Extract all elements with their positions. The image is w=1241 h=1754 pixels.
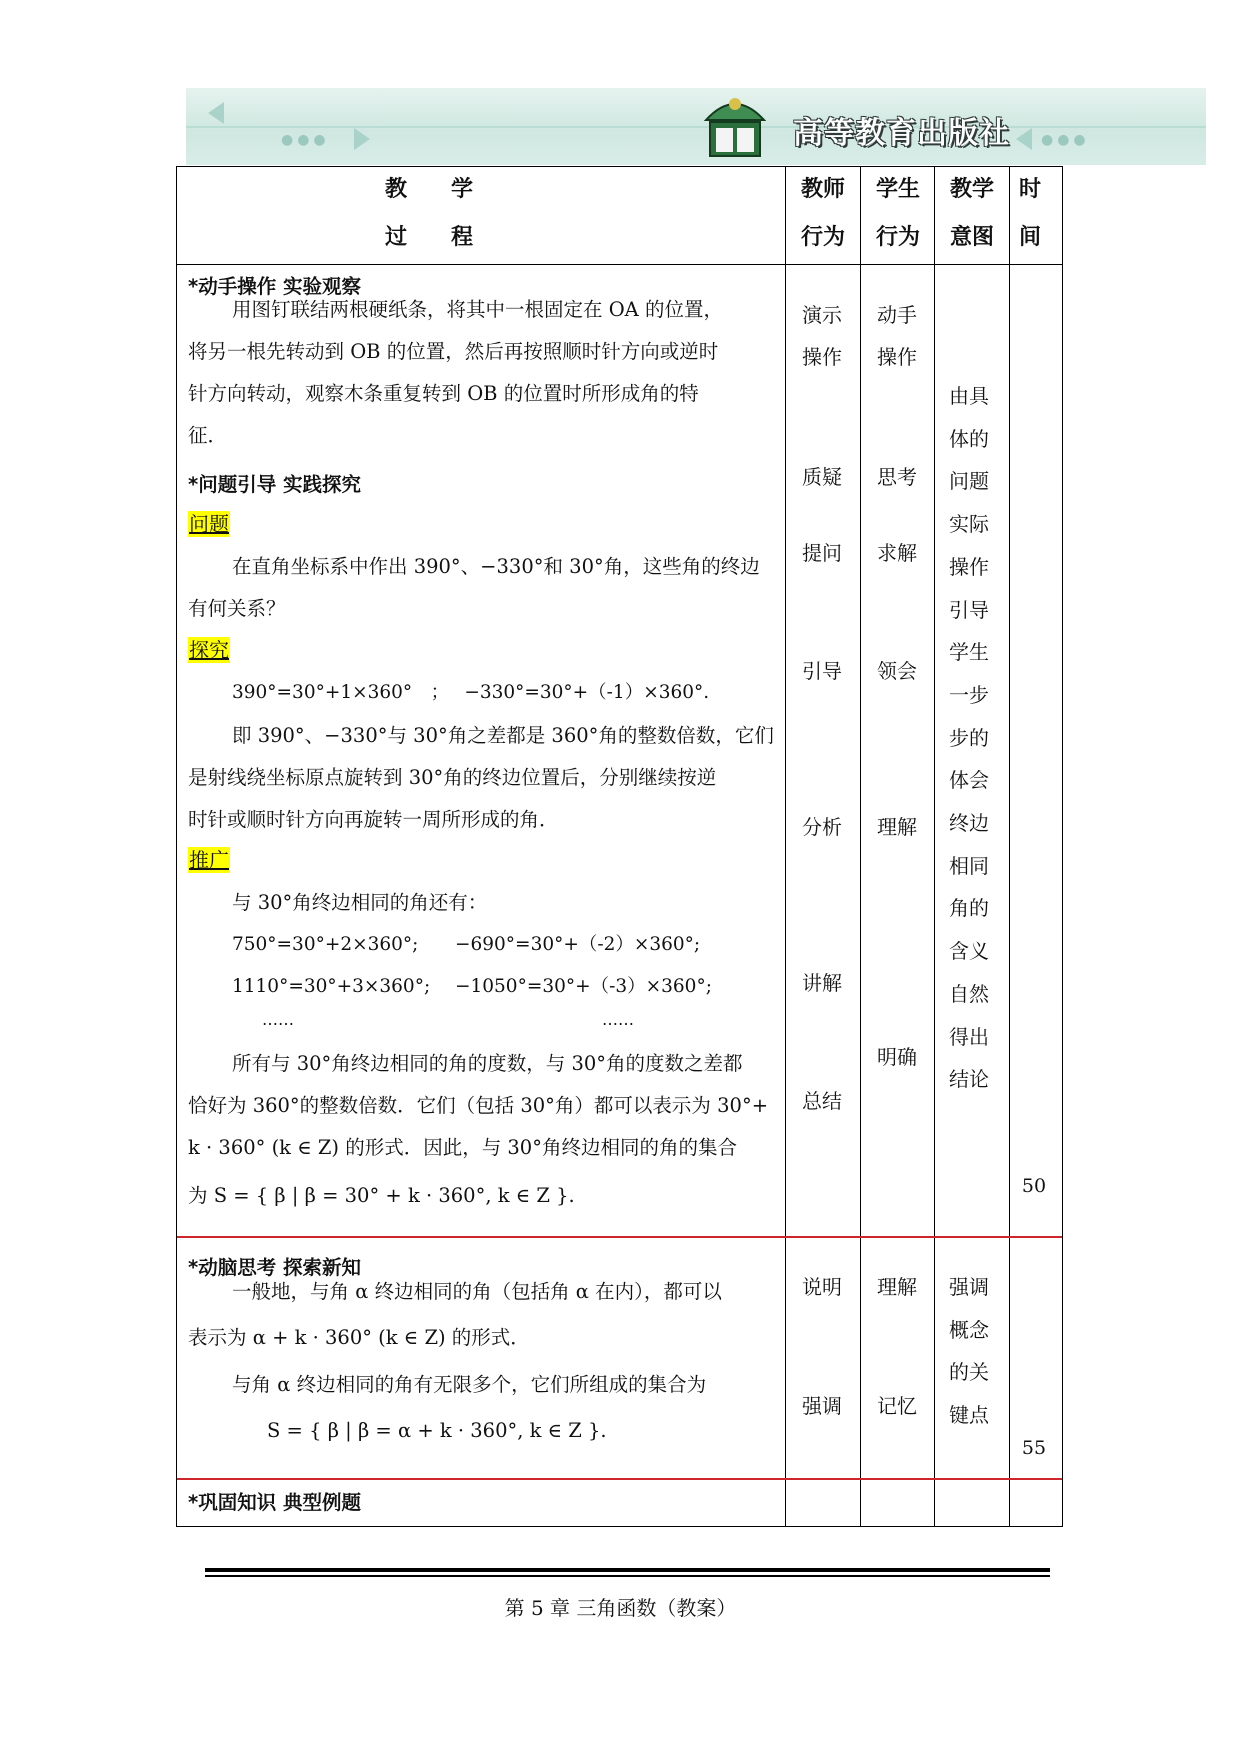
publisher-banner [186, 88, 1206, 165]
equation: 750°=30°+2×360°; [232, 934, 419, 955]
header-process-line1: 教 学 [385, 177, 474, 202]
student-action: 记忆 [877, 1394, 917, 1418]
header-teacher-line1: 教师 [800, 177, 845, 202]
student-action: 理解 [877, 1275, 917, 1299]
header-divider [177, 264, 1062, 265]
row-divider [177, 1478, 1062, 1480]
col-divider [785, 167, 786, 1526]
student-action: 领会 [877, 659, 917, 683]
teacher-action: 说明 [802, 1275, 842, 1299]
paragraph-line: 是射线绕坐标原点旋转到 30°角的终边位置后，分别继续按逆 [188, 766, 717, 789]
paragraph-line: 有何关系？ [188, 597, 286, 620]
paragraph-line: 在直角坐标系中作出 390°、−330°和 30°角，这些角的终边 [232, 555, 760, 578]
header-process-line2: 过 程 [385, 225, 474, 250]
banner-dots-icon: ●●● [281, 132, 330, 148]
tag-problem: 问题 [189, 512, 229, 536]
banner-right-arrow-icon [354, 128, 370, 150]
paragraph-line: 一般地，与角 α 终边相同的角（包括角 α 在内），都可以 [232, 1280, 722, 1303]
footer-rule [205, 1575, 1050, 1577]
teacher-action: 引导 [802, 659, 842, 683]
paragraph-line: 时针或顺时针方向再旋转一周所形成的角． [188, 808, 559, 831]
teacher-action: 讲解 [802, 971, 842, 995]
header-student-line2: 行为 [875, 225, 920, 250]
student-action: 操作 [877, 345, 917, 369]
student-action: 明确 [877, 1045, 917, 1069]
student-action: 动手 [877, 303, 917, 327]
lesson-plan-table [176, 166, 1063, 1527]
page-footer: 第 5 章 三角函数（教案） [504, 1596, 737, 1620]
header-intent-line1: 教学 [949, 177, 994, 202]
header-teacher-line2: 行为 [800, 225, 845, 250]
teacher-action: 提问 [802, 541, 842, 565]
tag-generalize: 推广 [189, 848, 229, 872]
paragraph-line: 即 390°、−330°与 30°角之差都是 360°角的整数倍数，它们 [232, 724, 774, 747]
student-action: 理解 [877, 815, 917, 839]
teacher-action: 总结 [802, 1089, 842, 1113]
col-divider [1009, 167, 1010, 1526]
section-heading-new-knowledge: *动脑思考 探索新知 [188, 1256, 361, 1279]
paragraph-line: 将另一根先转动到 OB 的位置，然后再按照顺时针方向或逆时 [188, 340, 719, 363]
paragraph-line: 与 30°角终边相同的角还有： [232, 891, 488, 914]
paragraph-line: 用图钉联结两根硬纸条，将其中一根固定在 OA 的位置， [232, 298, 723, 321]
equation: 390°=30°+1×360° ； −330°=30°+（-1）×360°. [232, 682, 710, 703]
paragraph-line: 所有与 30°角终边相同的角的度数，与 30°角的度数之差都 [232, 1052, 743, 1075]
section-heading-guided-questions: *问题引导 实践探究 [188, 473, 361, 496]
teaching-intent: 强调概念的关键点 [949, 1275, 989, 1428]
header-time-line1: 时 [1019, 177, 1042, 202]
paragraph-line: 表示为 α + k · 360° (k ∈ Z) 的形式． [188, 1326, 530, 1349]
publisher-name: 高等教育出版社 [793, 116, 1010, 151]
paragraph-line: 与角 α 终边相同的角有无限多个，它们所组成的集合为 [232, 1373, 707, 1396]
set-formula: 为 S = { β | β = 30° + k · 360°, k ∈ Z }. [188, 1184, 575, 1207]
teacher-action: 操作 [802, 345, 842, 369]
col-divider [934, 167, 935, 1526]
header-time-line2: 间 [1019, 225, 1042, 250]
equation: −690°=30°+（-2）×360°; [455, 934, 701, 955]
col-divider [860, 167, 861, 1526]
paragraph-line: k · 360° (k ∈ Z) 的形式．因此，与 30°角终边相同的角的集合 [188, 1136, 737, 1159]
teacher-action: 强调 [802, 1394, 842, 1418]
teacher-action: 质疑 [802, 465, 842, 489]
tag-explore: 探究 [189, 638, 229, 662]
set-formula: S = { β | β = α + k · 360°, k ∈ Z }. [267, 1419, 607, 1442]
paragraph-line: 针方向转动，观察木条重复转到 OB 的位置时所形成角的特 [188, 382, 699, 405]
section-heading-examples: *巩固知识 典型例题 [188, 1491, 361, 1514]
student-action: 求解 [877, 541, 917, 565]
ellipsis: …… [262, 1010, 294, 1029]
section-heading-hands-on: *动手操作 实验观察 [188, 275, 361, 298]
teacher-action: 分析 [802, 815, 842, 839]
banner-right-arrow2-icon [1016, 128, 1032, 150]
student-action: 思考 [877, 465, 917, 489]
header-intent-line2: 意图 [949, 225, 994, 250]
header-student-line1: 学生 [875, 177, 920, 202]
teaching-intent: 由具体的问题实际操作引导学生一步步的体会终边相同角的含义自然得出结论 [949, 384, 989, 1092]
banner-left-arrow-icon [208, 102, 224, 124]
time-minutes: 55 [1021, 1437, 1047, 1459]
paragraph-line: 征． [188, 424, 228, 447]
equation: −1050°=30°+（-3）×360°; [455, 976, 712, 997]
ellipsis: …… [602, 1010, 634, 1029]
publisher-logo-icon [696, 92, 774, 160]
footer-rule [205, 1568, 1050, 1572]
teacher-action: 演示 [802, 303, 842, 327]
paragraph-line: 恰好为 360°的整数倍数．它们（包括 30°角）都可以表示为 30°+ [188, 1094, 769, 1117]
time-minutes: 50 [1021, 1175, 1047, 1197]
banner-dots2-icon: ●●● [1041, 132, 1090, 148]
row-divider [177, 1236, 1062, 1238]
equation: 1110°=30°+3×360°; [232, 976, 431, 997]
